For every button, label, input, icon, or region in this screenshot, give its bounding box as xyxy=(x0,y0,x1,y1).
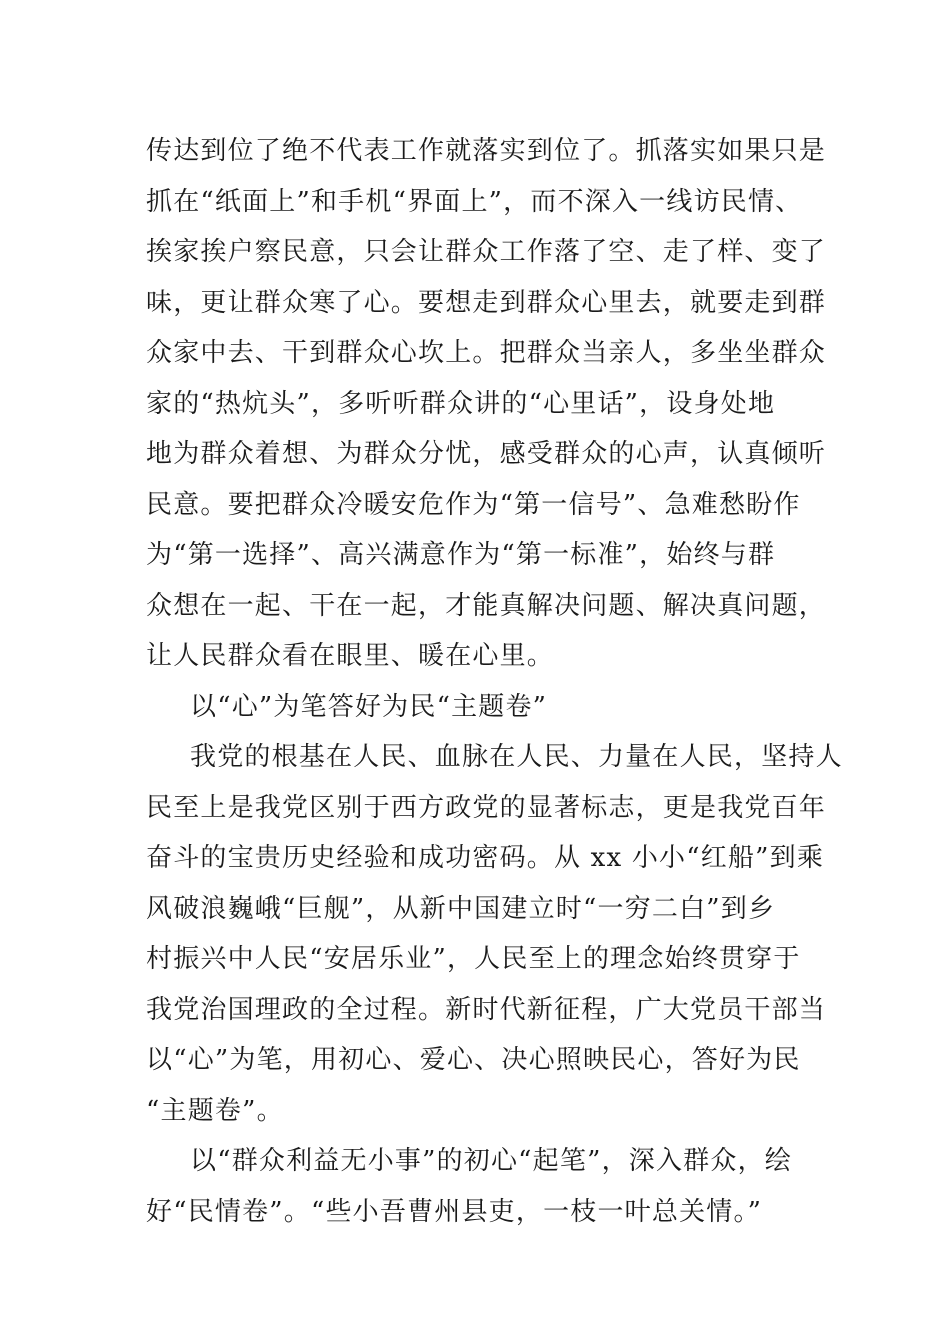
text-line: 挨家挨户察民意，只会让群众工作落了空、走了样、变了 xyxy=(146,237,827,267)
document-body xyxy=(146,126,843,1237)
text-line: 民至上是我党区别于西方政党的显著标志，更是我党百年 xyxy=(146,792,827,823)
text-line: 民意。要把群众冷暖安危作为“第一信号”、急难愁盼作 xyxy=(146,489,801,520)
text-line: 地为群众着想、为群众分忧，感受群众的心声，认真倾听 xyxy=(146,439,827,469)
text-line: 村振兴中人民“安居乐业”，人民至上的理念始终贯穿于 xyxy=(146,944,801,974)
text-line: “主题卷”。 xyxy=(146,1095,284,1126)
text-line: 众家中去、干到群众心坎上。把群众当亲人，多坐坐群众 xyxy=(146,338,827,368)
text-line: 众想在一起、干在一起，才能真解决问题、解决真问题， xyxy=(146,590,827,621)
text-line: 奋斗的宝贵历史经验和成功密码。从 xx 小小“红船”到乘 xyxy=(146,843,825,873)
paragraph-start-line: 我党的根基在人民、血脉在人民、力量在人民，坚持人 xyxy=(190,742,843,772)
text-line: 让人民群众看在眼里、暖在心里。 xyxy=(146,641,555,671)
text-line: 为“第一选择”、高兴满意作为“第一标准”，始终与群 xyxy=(146,540,776,570)
text-line: 家的“热炕头”，多听听群众讲的“心里话”，设身处地 xyxy=(146,388,776,419)
text-line: 风破浪巍峨“巨舰”，从新中国建立时“一穷二白”到乡 xyxy=(146,893,776,924)
text-line: 以“心”为笔，用初心、爱心、决心照映民心，答好为民 xyxy=(146,1045,801,1075)
text-line: 抓在“纸面上”和手机“界面上”，而不深入一线访民情、 xyxy=(146,186,803,217)
paragraph-start-line: 以“群众利益无小事”的初心“起笔”，深入群众，绘 xyxy=(190,1146,792,1176)
text-line: 我党治国理政的全过程。新时代新征程，广大党员干部当 xyxy=(146,994,827,1025)
text-line: 味，更让群众寒了心。要想走到群众心里去，就要走到群 xyxy=(146,287,827,318)
section-heading: 以“心”为笔答好为民“主题卷” xyxy=(190,691,548,722)
text-line: 好“民情卷”。“些小吾曹州县吏，一枝一叶总关情。” xyxy=(146,1196,763,1227)
text-line: 传达到位了绝不代表工作就落实到位了。抓落实如果只是 xyxy=(146,136,827,166)
